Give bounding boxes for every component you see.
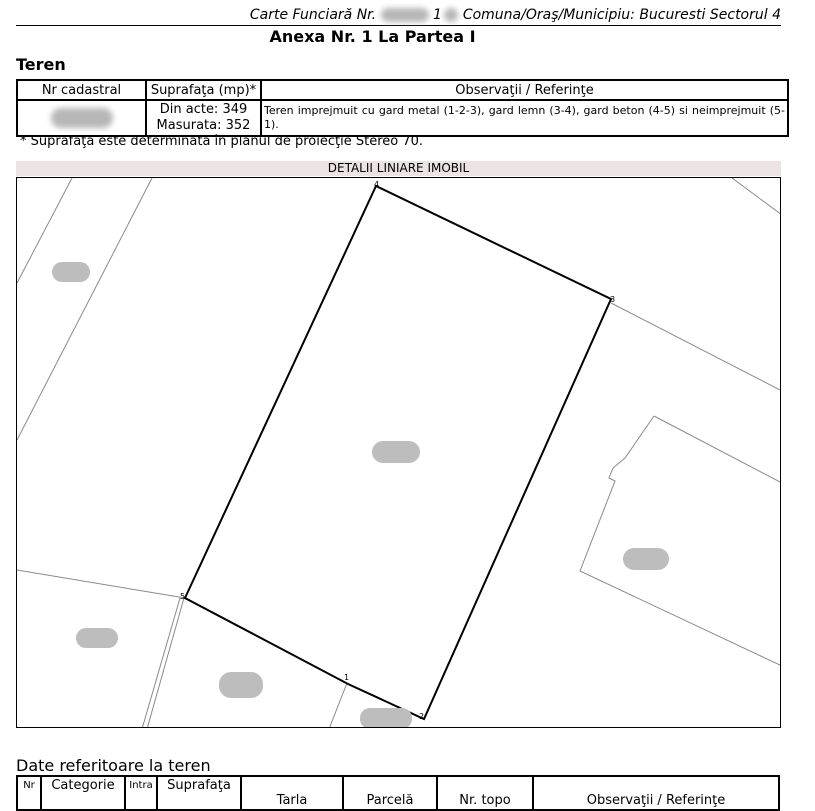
col-nr-topo: Nr. topo bbox=[437, 776, 533, 810]
date-teren-table-header bbox=[17, 776, 779, 810]
carte-funciara-label: Carte Funciară Nr. bbox=[249, 7, 377, 23]
locality-label: Comuna/Oraş/Municipiu: Bucuresti Sectorul 4 bbox=[462, 7, 781, 23]
point-label-2: 2 bbox=[419, 712, 425, 721]
redacted-parcel-numbers bbox=[52, 262, 669, 728]
redacted-parcel-id bbox=[219, 672, 263, 698]
footnote-stereo70: * Suprafaţa este determinată în planul de proiecţie Stereo 70. bbox=[20, 134, 424, 149]
redacted-parcel-id bbox=[52, 262, 90, 282]
header-text bbox=[250, 7, 781, 23]
cell-suprafata bbox=[146, 100, 261, 136]
point-label-4: 4 bbox=[374, 180, 380, 189]
redacted-parcel-id bbox=[623, 548, 669, 570]
point-label-3: 3 bbox=[610, 295, 616, 304]
col-observatii: Observaţii / Referinţe bbox=[261, 80, 788, 100]
col-suprafata: Suprafaţa (mp)* bbox=[146, 80, 261, 100]
col-observatii-teren: Observaţii / Referinţe bbox=[533, 776, 779, 810]
col-intra: Intra bbox=[125, 776, 157, 810]
date-teren-section-title: Date referitoare la teren bbox=[16, 756, 211, 775]
col-suprafata-teren: Suprafaţa bbox=[157, 776, 241, 810]
cadastral-plan bbox=[16, 177, 781, 728]
plan-drawing bbox=[17, 178, 781, 728]
cell-nr-cadastral bbox=[17, 100, 146, 136]
col-categorie: Categorie bbox=[41, 776, 125, 810]
date-teren-table bbox=[16, 775, 780, 811]
suprafata-din-acte: Din acte: 349 bbox=[159, 102, 248, 117]
document-header bbox=[16, 3, 781, 26]
carte-funciara-suffix: 1 bbox=[433, 7, 442, 23]
col-nr: Nr bbox=[17, 776, 41, 810]
annex-title: Anexa Nr. 1 La Partea I bbox=[269, 27, 476, 46]
point-label-5: 5 bbox=[180, 592, 186, 601]
teren-table-header bbox=[17, 80, 788, 100]
redacted-mark bbox=[444, 8, 458, 22]
point-label-1: 1 bbox=[344, 673, 350, 682]
col-nr-cadastral: Nr cadastral bbox=[17, 80, 146, 100]
col-tarla: Tarla bbox=[241, 776, 343, 810]
teren-table-row bbox=[17, 100, 788, 136]
redacted-cadastral-number bbox=[51, 108, 113, 128]
teren-table bbox=[16, 79, 789, 137]
cell-observatii: Teren imprejmuit cu gard metal (1-2-3), gard lemn (3-4), gard beton (4-5) si neimprejmuit (5-1). bbox=[261, 100, 788, 136]
redacted-parcel-id bbox=[372, 441, 420, 463]
detalii-liniare-bar: DETALII LINIARE IMOBIL bbox=[16, 161, 781, 176]
redacted-carte-number bbox=[381, 8, 429, 22]
redacted-parcel-id bbox=[360, 708, 412, 728]
teren-section-title: Teren bbox=[16, 55, 66, 74]
col-parcela: Parcelă bbox=[343, 776, 437, 810]
suprafata-masurata: Masurata: 352 bbox=[156, 118, 251, 133]
redacted-parcel-id bbox=[76, 628, 118, 648]
